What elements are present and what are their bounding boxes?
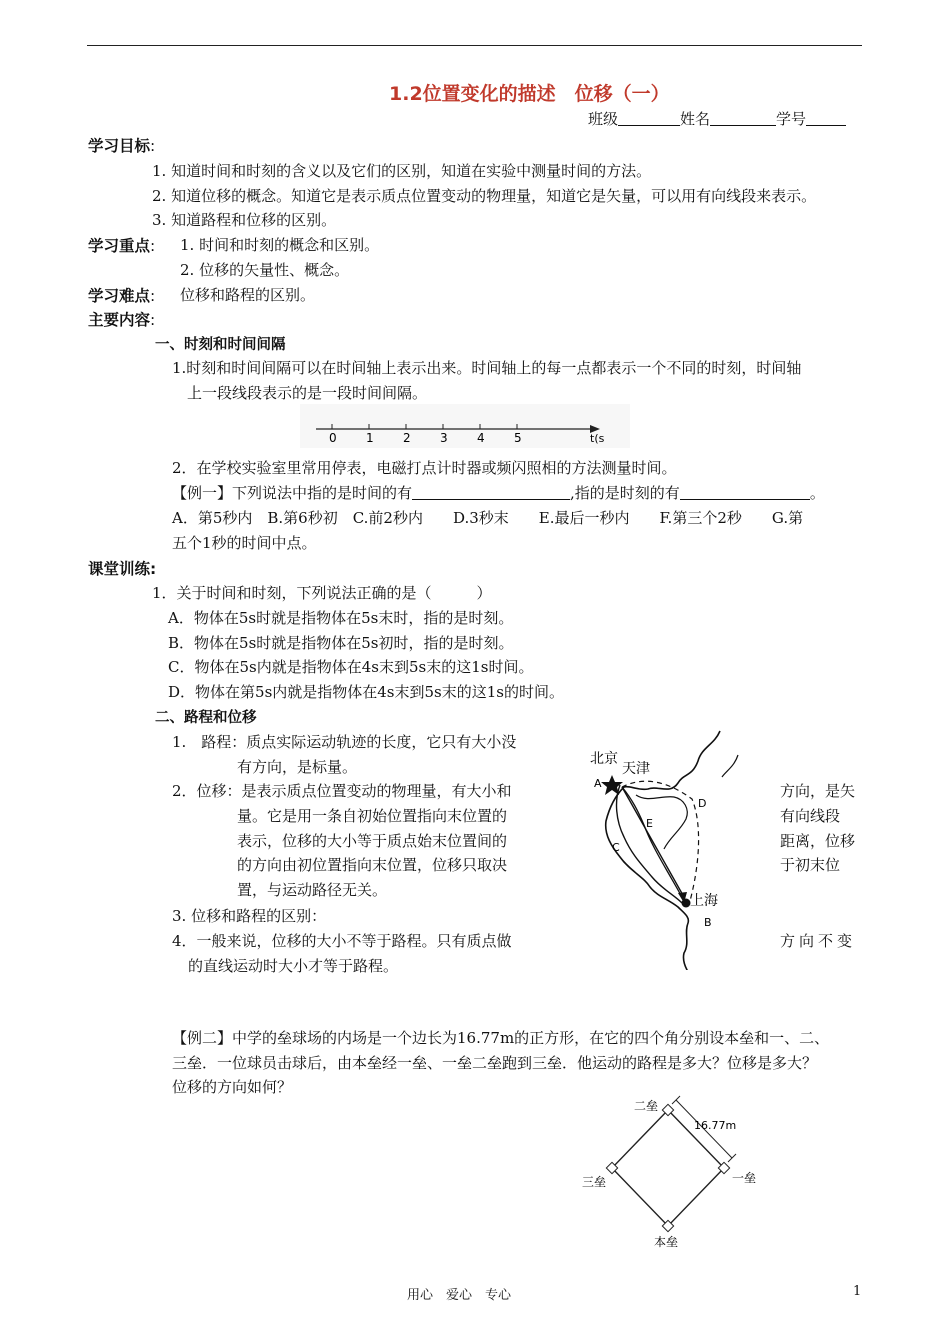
example2-line: 位移的方向如何？ — [172, 1078, 293, 1096]
key-point-item: 2. 位移的矢量性、概念。 — [180, 261, 350, 279]
difficulties-heading: 学习难点: — [88, 287, 156, 305]
practice-choice: A．物体在5s时就是指物体在5s末时，指的是时刻。 — [168, 609, 514, 627]
time-axis-tick-label: 4 — [477, 431, 485, 445]
map-label-tianjin: 天津 — [622, 761, 650, 777]
name-blank[interactable] — [710, 111, 776, 126]
beijing-shanghai-map — [586, 725, 766, 970]
label-home-base: 本垒 — [654, 1235, 679, 1249]
number-label: 学号 — [776, 110, 807, 128]
example1-options: 五个1秒的时间中点。 — [172, 534, 317, 552]
displacement-arrow — [622, 787, 684, 897]
objective-item: 3. 知道路程和位移的区别。 — [152, 211, 337, 229]
student-info-line — [588, 108, 846, 129]
objective-item: 1. 知道时间和时刻的含义以及它们的区别，知道在实验中测量时间的方法。 — [152, 162, 652, 180]
map-label-beijing: 北京 — [590, 751, 618, 767]
class-label: 班级 — [588, 110, 619, 128]
difficulties-text: 位移和路程的区别。 — [180, 286, 316, 304]
section2-text: 方向不变 — [780, 932, 857, 950]
map-label-c: C — [612, 841, 620, 854]
time-axis-background — [300, 404, 630, 448]
practice-choice: B．物体在5s时就是指物体在5s初时，指的是时刻。 — [168, 634, 514, 652]
header-rule — [87, 45, 862, 46]
page-title: 1.2位置变化的描述 位移（一） — [389, 83, 670, 105]
section1-paragraph: 1.时刻和时间间隔可以在时间轴上表示出来。时间轴上的每一点都表示一个不同的时刻，时间轴 — [172, 359, 802, 377]
example1-label: 【例一】 — [172, 484, 233, 502]
section2-text: 方向，是矢 — [780, 782, 856, 800]
section2-text: 的直线运动时大小才等于路程。 — [188, 957, 399, 975]
section1-paragraph: 上一段线段表示的是一段时间间隔。 — [187, 384, 428, 402]
page-number: 1 — [853, 1284, 862, 1299]
time-axis-unit: t(s — [590, 432, 605, 445]
example1: 【例一】下列说法中指的是时间的有 ,指的是时刻的有 。 — [172, 484, 825, 502]
section1-paragraph: 2．在学校实验室里常用停表，电磁打点计时器或频闪照相的方法测量时间。 — [172, 459, 677, 477]
map-label-shanghai: 上海 — [690, 893, 718, 909]
section2-text: 4．一般来说，位移的大小不等于路程。只有质点做 — [172, 932, 512, 950]
example2-label: 【例二】 — [172, 1029, 233, 1047]
example1-time-blank[interactable] — [412, 485, 570, 500]
label-second-base: 二垒 — [634, 1099, 659, 1113]
number-blank[interactable] — [806, 111, 846, 126]
example1-moment-blank[interactable] — [680, 485, 810, 500]
time-axis-tick-label: 5 — [514, 431, 522, 445]
section2-text: 3. 位移和路程的区别： — [172, 907, 327, 925]
path-d — [622, 781, 699, 901]
main-content-heading: 主要内容: — [88, 311, 156, 329]
section2-text: 的方向由初位置指向末位置，位移只取决 — [237, 856, 508, 874]
section1-title: 一、时刻和时间间隔 — [155, 337, 286, 353]
section2-text: 有向线段 — [780, 807, 841, 825]
section2-text: 表示，位移的大小等于质点始末位置间的 — [237, 832, 508, 850]
section2-text: 置，与运动路径无关。 — [237, 881, 388, 899]
key-point-item: 1. 时间和时刻的概念和区别。 — [180, 236, 380, 254]
section2-text: 2．位移：是表示质点位置变动的物理量，有大小和 — [172, 782, 512, 800]
time-axis-tick-label: 3 — [440, 431, 448, 445]
time-axis-tick-label: 2 — [403, 431, 411, 445]
time-axis-tick-label: 0 — [329, 431, 337, 445]
practice-choice: D．物体在第5s内就是指物体在4s末到5s末的这1s的时间。 — [168, 683, 564, 701]
example1-text: 下列说法中指的是时间的有 — [232, 484, 413, 502]
section2-text: 1. 路程：质点实际运动轨迹的长度，它只有大小没 — [172, 733, 517, 751]
map-label-d: D — [698, 797, 707, 810]
class-blank[interactable] — [618, 111, 680, 126]
practice-heading: 课堂训练: — [88, 560, 157, 578]
practice-choice: C．物体在5s内就是指物体在4s末到5s末的这1s时间。 — [168, 658, 534, 676]
inner-river — [636, 795, 687, 849]
section2-text: 量。它是用一条自初始位置指向末位置的 — [237, 807, 508, 825]
name-label: 姓名 — [680, 110, 711, 128]
key-points-heading: 学习重点: — [88, 237, 156, 255]
label-first-base: 一垒 — [732, 1171, 757, 1185]
time-axis-tick-label: 1 — [366, 431, 374, 445]
section2-text: 于初末位 — [780, 856, 841, 874]
example2-line: 三垒．一位球员击球后，由本垒经一垒、一垒二垒跑到三垒．他运动的路程是多大？位移是多大？ — [172, 1054, 818, 1072]
section2-text: 距离，位移 — [780, 832, 856, 850]
side-length-label: 16.77m — [694, 1119, 737, 1132]
map-label-a: A — [594, 777, 602, 790]
objective-item: 2. 知道位移的概念。知道它是表示质点位置变动的物理量，知道它是矢量，可以用有向线段来表示。 — [152, 187, 817, 205]
map-label-b: B — [704, 916, 712, 929]
time-axis — [300, 404, 630, 448]
page-footer: 用心 爱心 专心 — [407, 1288, 512, 1303]
objectives-heading: 学习目标: — [88, 137, 156, 155]
coastline-fragment — [722, 755, 738, 777]
example2-line: 【例二】中学的垒球场的内场是一个边长为16.77m的正方形，在它的四个角分别设本垒和一、二、 — [172, 1029, 830, 1047]
label-third-base: 三垒 — [582, 1175, 607, 1189]
section2-text: 有方向，是标量。 — [237, 758, 358, 776]
baseball-diamond-diagram — [570, 1090, 780, 1250]
map-label-e: E — [646, 817, 653, 830]
example1-options: A．第5秒内 B.第6秒初 C.前2秒内 D.3秒末 E.最后一秒内 F.第三个2秒 G.第 — [172, 509, 804, 527]
practice-question: 1．关于时间和时刻，下列说法正确的是（ ） — [152, 584, 492, 602]
section2-title: 二、路程和位移 — [155, 710, 257, 726]
